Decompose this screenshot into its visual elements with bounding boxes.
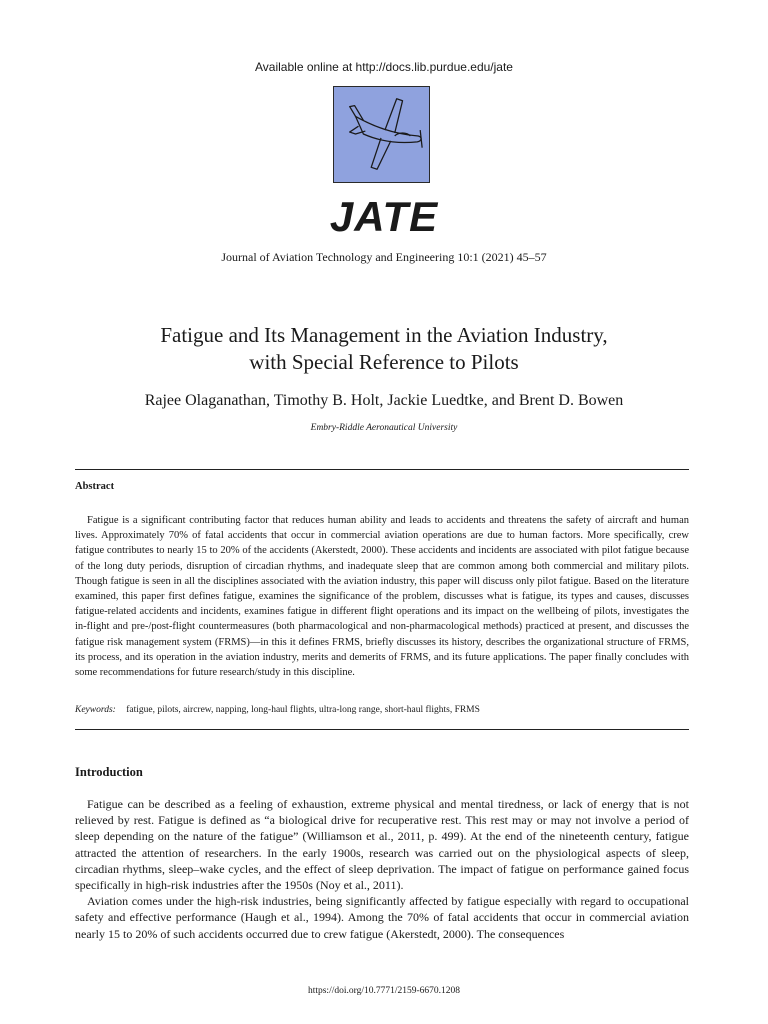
doi-link[interactable]: https://doi.org/10.7771/2159-6670.1208 — [307, 986, 461, 996]
author-affiliation: Embry-Riddle Aeronautical University — [310, 423, 458, 433]
keywords-list: fatigue, pilots, aircrew, napping, long-haul flights, ultra-long range, short-haul flights, FRMS — [126, 705, 480, 715]
abstract-heading: Abstract — [75, 481, 115, 492]
introduction-paragraph: Aviation comes under the high-risk industries, being significantly affected by fatigue especially with regard to occupational safety and effective performance (Haugh et al., 1994). Among the 70% of fatal accidents that occur in commercial aviation nearly 15 to 20% of such accidents occurred due to crew fatigue (Akerstedt, 2000). The consequences — [75, 894, 689, 941]
divider-top — [75, 469, 689, 470]
article-title — [0, 322, 768, 376]
introduction-body — [75, 796, 689, 942]
introduction-paragraph: Fatigue can be described as a feeling of exhaustion, extreme physical and mental tiredness, or lack of energy that is not relieved by rest. Fatigue is defined as “a biological drive for recuperative rest. This rest may or may not involve a period of sleep depending on the nature of the fatigue” (Williamson et al., 2011, p. 499). At the end of the nineteenth century, fatigue attracted the attention of researchers. In the early 1900s, research was carried out on the physiological aspects of sleep, circadian rhythms, sleep–wake cycles, and the effect of sleep deprivation. The impact of fatigue on performance gained focus specifically in high-risk industries after the 1950s (Noy et al., 2011). — [75, 797, 689, 893]
keywords-label: Keywords: — [75, 705, 116, 715]
keywords-line — [75, 705, 689, 715]
abstract-text: Fatigue is a significant contributing factor that reduces human ability and leads to accidents and threatens the safety of aircraft and human lives. Approximately 70% of fatal accidents that occur in commercial aviation operations are due to human factors. More specifically, crew fatigue contributes to nearly 15 to 20% of the accidents (Akerstedt, 2000). These accidents and incidents are associated with pilot fatigue because of the long duty periods, disruption of circadian rhythms, and inadequate sleep that are common among both commercial and military pilots. Though fatigue is seen in all the disciplines associated with the aviation industry, this paper will discuss only pilot fatigue. Based on the literature examined, this paper first defines fatigue, examines the significance of the problem, discusses what is fatigue, its types and causes, discusses fatigue-related accidents and incidents, examines fatigue in different flight operations and its impact on the wellbeing of pilots, investigates the in-flight and pre-/post-flight countermeasures (both pharmacological and non-pharmacological methods) practiced at present, and discusses the fatigue risk management system (FRMS)—in this it defines FRMS, briefly discusses its history, describes the organizational structure of FRMS, its process, and its operation in the aviation industry, merits and demerits of FRMS, and its future applications. The paper finally concludes with some recommendations for future research/study in this discipline. — [75, 515, 689, 679]
article-authors: Rajee Olaganathan, Timothy B. Holt, Jackie Luedtke, and Brent D. Bowen — [144, 392, 624, 409]
journal-cover-image — [333, 86, 430, 183]
airplane-icon — [334, 87, 429, 182]
journal-logo: JATE — [329, 193, 439, 240]
article-title-line-1: Fatigue and Its Management in the Aviation Industry, — [160, 323, 608, 347]
article-title-line-2: with Special Reference to Pilots — [249, 350, 519, 374]
divider-bottom — [75, 729, 689, 730]
journal-citation: Journal of Aviation Technology and Engineering 10:1 (2021) 45–57 — [221, 250, 547, 264]
availability-line: Available online at http://docs.lib.purdue.edu/jate — [255, 60, 513, 74]
introduction-heading: Introduction — [75, 765, 143, 779]
